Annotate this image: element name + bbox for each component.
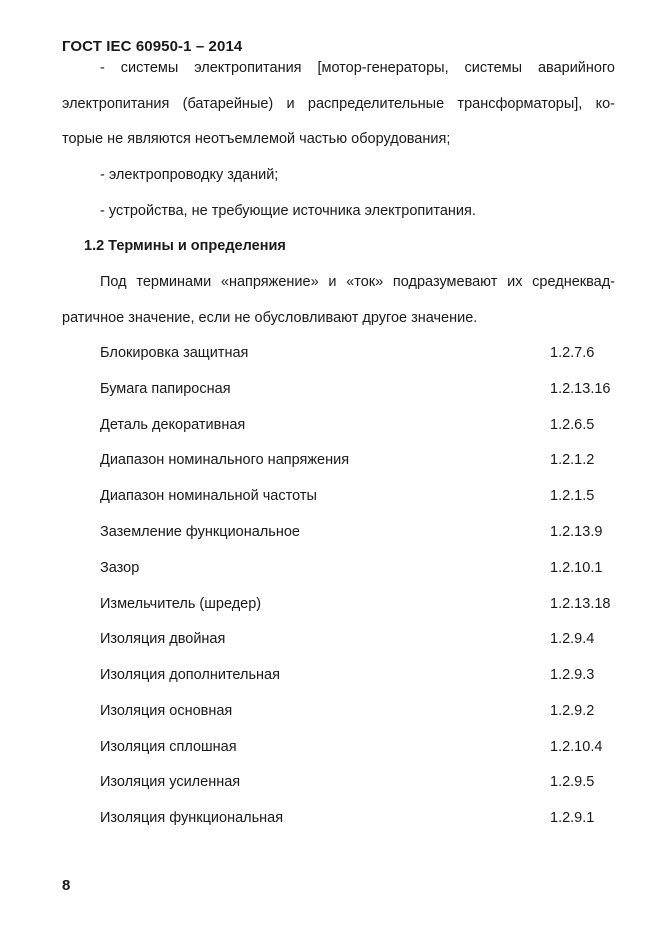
term-row [100,808,620,828]
term-row [100,522,620,542]
section-intro-line-2: ратичное значение, если не обусловливают другое значение. [62,310,478,326]
term-row [100,594,620,614]
term-name: Измельчитель (шредер) [100,596,262,612]
term-name: Заземление функциональное [100,524,300,540]
term-reference: 1.2.6.5 [550,417,595,433]
term-name: Изоляция основная [100,703,233,719]
paragraph-wiring: - электропроводку зданий; [100,167,279,183]
term-reference: 1.2.9.5 [550,774,595,790]
term-name: Диапазон номинальной частоты [100,488,317,504]
term-name: Деталь декоративная [100,417,246,433]
term-row [100,415,620,435]
term-name: Бумага папиросная [100,381,231,397]
term-reference: 1.2.9.1 [550,810,595,826]
term-name: Изоляция сплошная [100,739,237,755]
term-row [100,558,620,578]
term-row [100,772,620,792]
document-header: ГОСТ IEC 60950-1 – 2014 [62,38,243,55]
section-heading: 1.2 Термины и определения [84,238,286,254]
term-name: Диапазон номинального напряжения [100,452,350,468]
term-row [100,665,620,685]
section-intro-line-1: Под терминами «напряжение» и «ток» подразумевают их среднеквад- [100,274,615,290]
term-row [100,629,620,649]
term-reference: 1.2.13.9 [550,524,603,540]
term-row [100,486,620,506]
term-reference: 1.2.10.4 [550,739,603,755]
term-row [100,701,620,721]
term-reference: 1.2.10.1 [550,560,603,576]
term-reference: 1.2.13.18 [550,596,611,612]
term-row [100,450,620,470]
term-row [100,343,620,363]
term-reference: 1.2.13.16 [550,381,611,397]
term-name: Изоляция усиленная [100,774,241,790]
term-name: Изоляция функциональная [100,810,284,826]
term-name: Зазор [100,560,140,576]
term-reference: 1.2.9.4 [550,631,595,647]
term-name: Изоляция двойная [100,631,226,647]
term-reference: 1.2.9.3 [550,667,595,683]
paragraph-power-systems-line-3: торые не являются неотъемлемой частью оборудования; [62,131,451,147]
page-number: 8 [62,877,71,894]
paragraph-power-systems-line-1: - системы электропитания [мотор-генераторы, системы аварийного [100,60,615,76]
term-row [100,379,620,399]
term-name: Блокировка защитная [100,345,249,361]
paragraph-no-power-devices: - устройства, не требующие источника электропитания. [100,203,476,219]
paragraph-power-systems-line-2: электропитания (батарейные) и распределительные трансформаторы], ко- [62,96,615,112]
term-reference: 1.2.7.6 [550,345,595,361]
term-reference: 1.2.1.2 [550,452,595,468]
term-row [100,737,620,757]
term-reference: 1.2.9.2 [550,703,595,719]
term-reference: 1.2.1.5 [550,488,595,504]
term-name: Изоляция дополнительная [100,667,280,683]
